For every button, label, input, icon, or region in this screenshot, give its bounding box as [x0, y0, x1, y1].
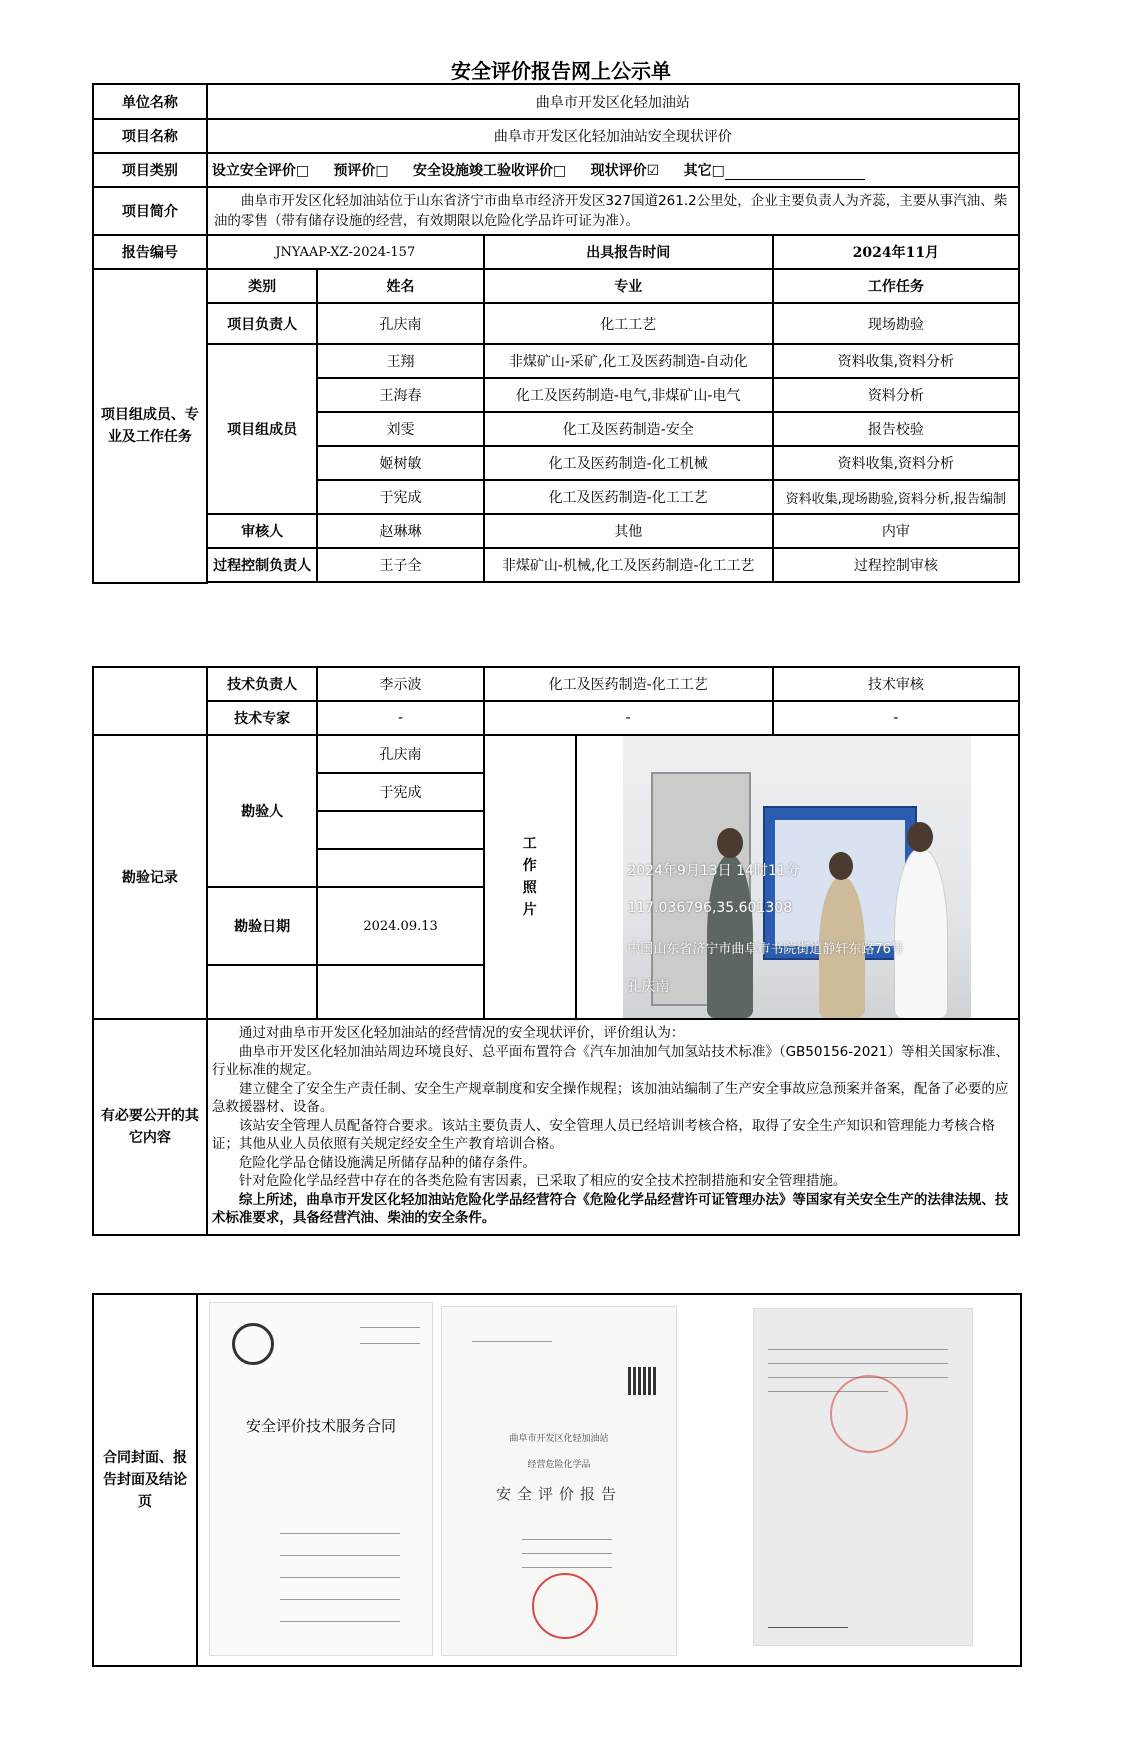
disclosure-paragraph: 该站安全管理人员配备符合要求。该站主要负责人、安全管理人员已经培训考核合格，取得了安全生产知识和管理能力考核合格证；其他从业人员依照有关规定经安全生产教育培训合格。 — [211, 1117, 995, 1152]
project-label: 项目名称 — [93, 119, 207, 153]
category-label: 项目类别 — [93, 153, 207, 187]
survey-table — [92, 666, 1020, 1236]
site-photo — [623, 736, 971, 1018]
report-cover-title: 安全评价报告 — [495, 1485, 622, 1503]
reviewer-task: 内审 — [773, 514, 1019, 548]
intro-label: 项目简介 — [93, 187, 207, 235]
member-major: 化工及医药制造-化工工艺 — [484, 480, 773, 514]
member-name: 王海春 — [317, 378, 483, 412]
member-name: 王翔 — [317, 344, 483, 378]
member-major: 化工及医药制造-安全 — [484, 412, 773, 446]
photo-coords: 117.036796,35.601308 — [627, 900, 793, 916]
survey-date: 2024.09.13 — [317, 887, 483, 965]
basic-info-table — [92, 83, 1020, 584]
category-option-status: 现状评价☑ — [590, 163, 660, 179]
disclosure-conclusion: 综上所述，曲阜市开发区化轻加油站危险化学品经营符合《危险化学品经营许可证管理办法》等国家有关安全生产的法律法规、技术标准要求，具备经营汽油、柴油的安全条件。 — [211, 1191, 1009, 1226]
photo-label: 工 作 照 片 — [484, 735, 576, 1019]
tech-lead-category: 技术负责人 — [207, 667, 318, 701]
leader-task: 现场勘验 — [773, 303, 1019, 344]
tech-expert-task: - — [773, 701, 1019, 735]
category-option-acceptance: 安全设施竣工验收评价□ — [413, 163, 567, 179]
disclosure-paragraph: 曲阜市开发区化轻加油站周边环境良好、总平面布置符合《汽车加油加气加氢站技术标准》（GB50156-2021）等相关国家标准、行业标准的规定。 — [211, 1043, 1009, 1078]
category-option-pre: 预评价□ — [333, 163, 389, 179]
tech-lead-task: 技术审核 — [773, 667, 1019, 701]
report-cover-seal — [532, 1573, 598, 1639]
disclosure-label: 有必要公开的其它内容 — [93, 1019, 207, 1235]
category-option-setup: 设立安全评价□ — [211, 163, 310, 179]
reviewer-name: 赵琳琳 — [317, 514, 483, 548]
report-time-label: 出具报告时间 — [484, 235, 773, 269]
conclusion-page-image — [754, 1309, 972, 1645]
report-number-label: 报告编号 — [93, 235, 207, 269]
photo-datetime: 2024年9月13日 14时11分 — [627, 863, 800, 879]
contract-cover-image — [210, 1303, 432, 1655]
tech-lead-name: 李示波 — [317, 667, 483, 701]
tech-expert-category: 技术专家 — [207, 701, 318, 735]
photo-cell — [576, 735, 1019, 1019]
tech-lead-major: 化工及医药制造-化工工艺 — [484, 667, 773, 701]
tech-expert-major: - — [484, 701, 773, 735]
leader-category: 项目负责人 — [207, 303, 318, 344]
team-header-category: 类别 — [207, 269, 318, 303]
team-section-label: 项目组成员、专业及工作任务 — [93, 269, 207, 583]
report-cover-unit: 曲阜市开发区化轻加油站 — [509, 1434, 609, 1444]
covers-cell — [197, 1294, 1021, 1666]
disclosure-text — [207, 1019, 1019, 1235]
date-label: 勘验日期 — [207, 887, 318, 965]
category-options — [207, 153, 1019, 187]
unit-label: 单位名称 — [93, 84, 207, 119]
process-category: 过程控制负责人 — [207, 548, 318, 582]
category-option-other: 其它□ — [683, 163, 725, 179]
member-major: 化工及医药制造-电气,非煤矿山-电气 — [484, 378, 773, 412]
member-major: 非煤矿山-采矿,化工及医药制造-自动化 — [484, 344, 773, 378]
member-name: 刘雯 — [317, 412, 483, 446]
member-major: 化工及医药制造-化工机械 — [484, 446, 773, 480]
disclosure-paragraph: 通过对曲阜市开发区化轻加油站的经营情况的安全现状评价，评价组认为： — [238, 1025, 685, 1041]
team-header-task: 工作任务 — [773, 269, 1019, 303]
project-value: 曲阜市开发区化轻加油站安全现状评价 — [207, 119, 1019, 153]
reviewer-category: 审核人 — [207, 514, 318, 548]
photo-person: 孔庆南 — [627, 979, 670, 995]
leader-name: 孔庆南 — [317, 303, 483, 344]
member-task: 资料收集,资料分析 — [773, 344, 1019, 378]
process-name: 王子全 — [317, 548, 483, 582]
team-header-major: 专业 — [484, 269, 773, 303]
page-title: 安全评价报告网上公示单 — [451, 59, 671, 83]
inspector-name: 孔庆南 — [317, 735, 483, 773]
member-task: 报告校验 — [773, 412, 1019, 446]
process-task: 过程控制审核 — [773, 548, 1019, 582]
inspector-name — [317, 811, 483, 849]
inspector-name — [317, 849, 483, 887]
member-name: 姬树敏 — [317, 446, 483, 480]
members-label: 项目组成员 — [207, 344, 318, 514]
member-task: 资料收集,资料分析 — [773, 446, 1019, 480]
photo-address: 中国山东省济宁市曲阜市书院街道静轩东路76号 — [627, 942, 904, 957]
disclosure-paragraph: 危险化学品仓储设施满足所储存品种的储存条件。 — [238, 1154, 536, 1171]
report-number: JNYAAP-XZ-2024-157 — [207, 235, 484, 269]
leader-major: 化工工艺 — [484, 303, 773, 344]
report-time: 2024年11月 — [773, 235, 1019, 269]
covers-label: 合同封面、报告封面及结论页 — [93, 1294, 197, 1666]
team-header-name: 姓名 — [317, 269, 483, 303]
contract-title: 安全评价技术服务合同 — [245, 1417, 396, 1435]
reviewer-major: 其他 — [484, 514, 773, 548]
member-task: 资料分析 — [773, 378, 1019, 412]
unit-value: 曲阜市开发区化轻加油站 — [207, 84, 1019, 119]
inspector-name: 于宪成 — [317, 773, 483, 811]
report-cover-image — [442, 1307, 676, 1655]
tech-expert-name: - — [317, 701, 483, 735]
other-underline — [725, 167, 865, 180]
tech-blank-cell — [93, 667, 207, 735]
survey-label: 勘验记录 — [93, 735, 207, 1019]
inspectors-label: 勘验人 — [207, 735, 318, 887]
disclosure-paragraph: 建立健全了安全生产责任制、安全生产规章制度和安全操作规程；该加油站编制了生产安全事故应急预案并备案，配备了必要的应急救援器材、设备。 — [211, 1080, 1009, 1115]
conclusion-seal — [830, 1375, 908, 1453]
member-task: 资料收集,现场勘验,资料分析,报告编制 — [773, 480, 1019, 514]
intro-text: 曲阜市开发区化轻加油站位于山东省济宁市曲阜市经济开发区327国道261.2公里处，企业主要负责人为齐蕊，主要从事汽油、柴油的零售（带有储存设施的经营，有效期限以危险化学品许可证为准）。 — [207, 187, 1019, 235]
disclosure-paragraph: 针对危险化学品经营中存在的各类危险有害因素，已采取了相应的安全技术控制措施和安全管理措施。 — [238, 1173, 847, 1189]
member-name: 于宪成 — [317, 480, 483, 514]
report-cover-subtitle: 经营危险化学品 — [527, 1460, 591, 1470]
covers-table — [92, 1293, 1022, 1667]
process-major: 非煤矿山-机械,化工及医药制造-化工工艺 — [484, 548, 773, 582]
